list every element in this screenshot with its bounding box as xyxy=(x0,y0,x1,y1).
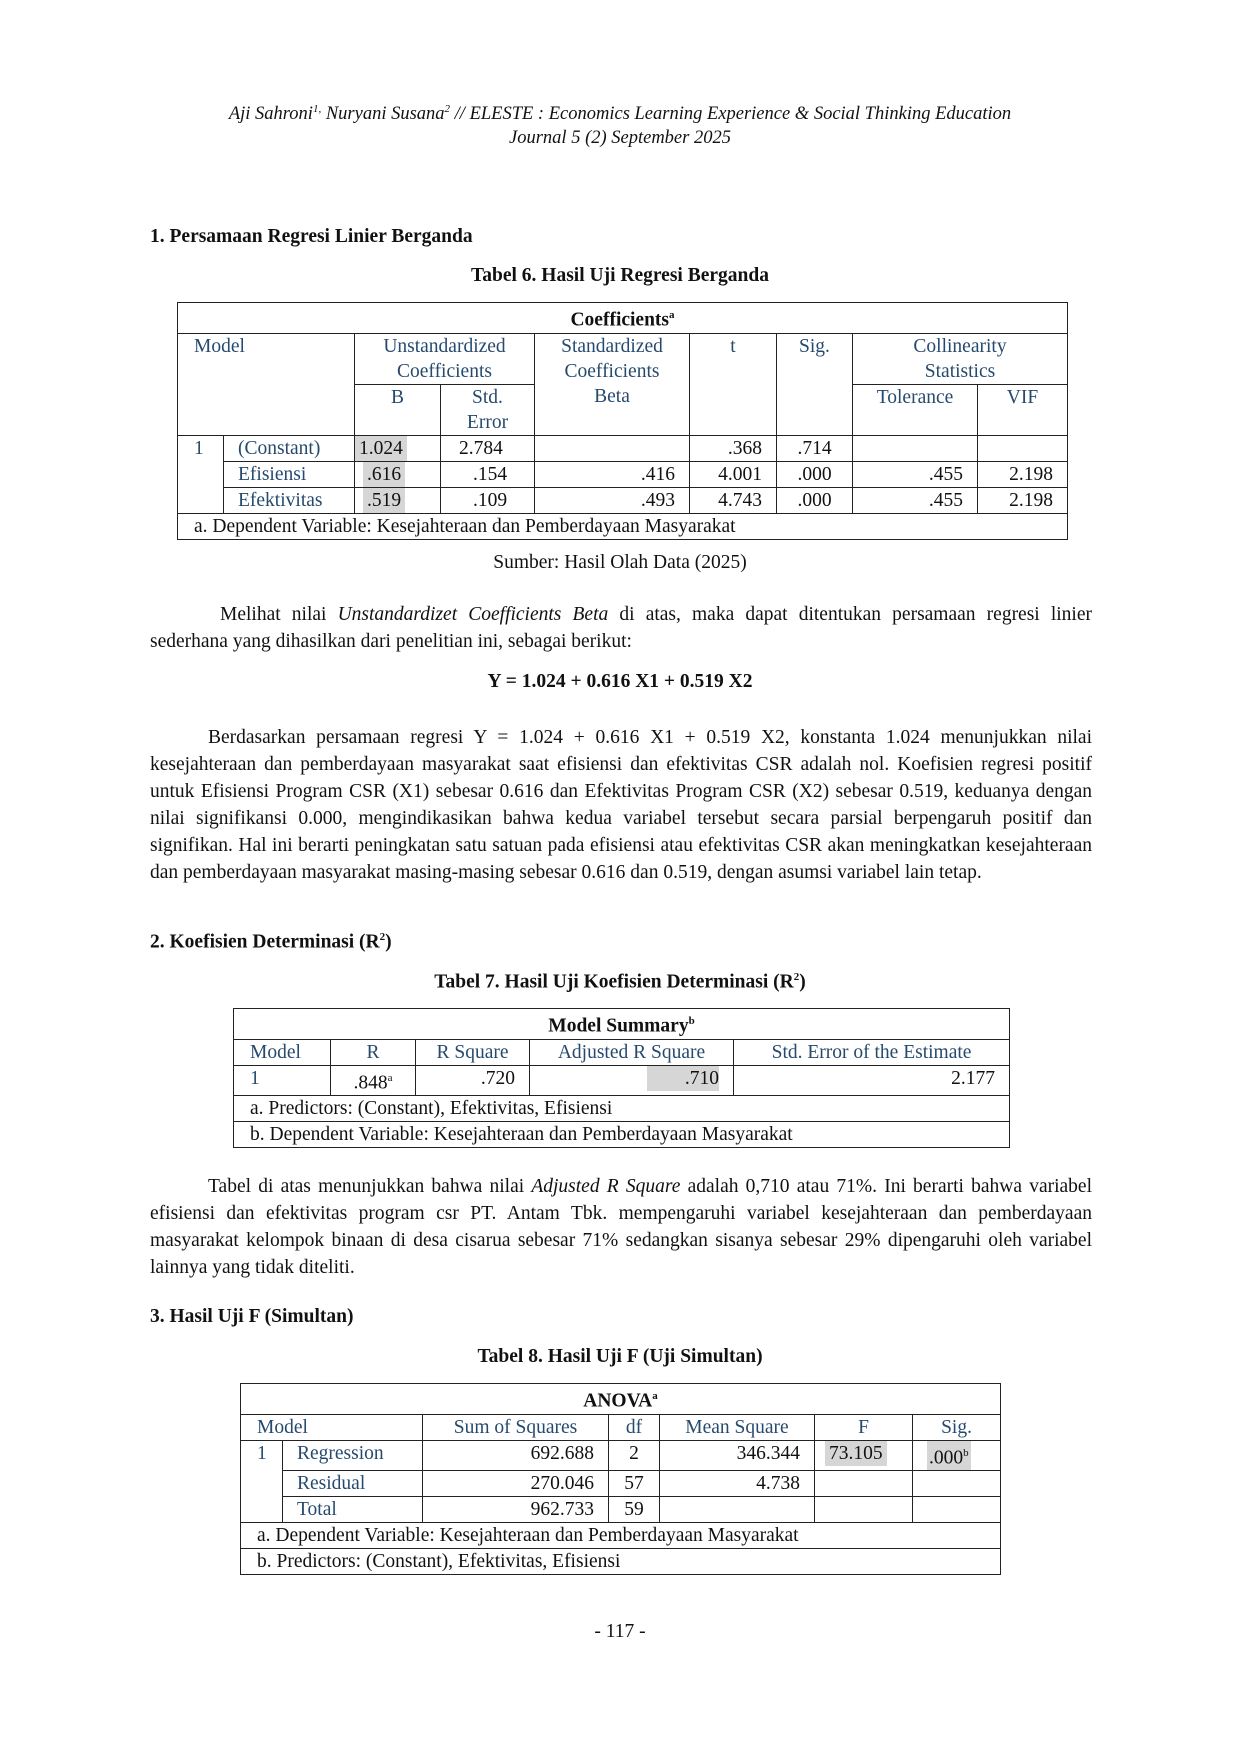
table-note-b: b. Predictors: (Constant), Efektivitas, Efisiensi xyxy=(241,1549,1001,1575)
row-label: Residual xyxy=(283,1471,423,1497)
header-row xyxy=(241,1414,1001,1440)
cell-b: 1.024 xyxy=(355,435,441,461)
cell-se: .109 xyxy=(441,487,535,513)
cell-r: .848$^a$ xyxy=(331,1065,416,1096)
header-line-1: Aji Sahroni$^{1,}$ Nuryani Susana$^2$ // ELESTE : Economics Learning Experience & Social Thinking Education xyxy=(228,103,1012,125)
header-sum-of-squares: Sum of Squares xyxy=(423,1414,609,1440)
table-note-row xyxy=(241,1523,1001,1549)
cell-df: 57 xyxy=(609,1471,660,1497)
cell-beta: .493 xyxy=(535,487,690,513)
row-label: Total xyxy=(283,1497,423,1523)
header-model: Model xyxy=(234,1039,331,1065)
header-r: R xyxy=(331,1039,416,1065)
cell-sig: .714 xyxy=(777,435,853,461)
header-model: Model xyxy=(241,1414,423,1440)
table-note-a: a. Dependent Variable: Kesejahteraan dan Pemberdayaan Masyarakat xyxy=(178,513,1068,539)
header-row-2 xyxy=(178,384,1068,435)
header-collinearity: Collinearity Statistics xyxy=(853,333,1068,384)
table-title: ANOVA$^a$ xyxy=(241,1384,1001,1415)
model-number: 1 xyxy=(178,435,224,513)
table-note-a: a. Dependent Variable: Kesejahteraan dan Pemberdayaan Masyarakat xyxy=(241,1523,1001,1549)
header-r-square: R Square xyxy=(416,1039,530,1065)
cell-b: .616 xyxy=(355,461,441,487)
header-std-error-estimate: Std. Error of the Estimate xyxy=(734,1039,1010,1065)
header-t: t xyxy=(690,333,777,384)
cell-sig xyxy=(913,1497,1001,1523)
table-row xyxy=(241,1471,1001,1497)
header-model-blank xyxy=(178,384,355,435)
cell-tolerance: .455 xyxy=(853,487,978,513)
cell-mean-square: 4.738 xyxy=(660,1471,815,1497)
cell-mean-square xyxy=(660,1497,815,1523)
table-6-source: Sumber: Hasil Olah Data (2025) xyxy=(493,552,747,573)
table-6-caption: Tabel 6. Hasil Uji Regresi Berganda xyxy=(471,265,769,286)
header-std-error: Std. Error xyxy=(441,384,535,435)
table-row xyxy=(178,487,1068,513)
header-t-blank xyxy=(690,384,777,435)
header-b: B xyxy=(355,384,441,435)
table-note-row xyxy=(234,1122,1010,1148)
header-tolerance: Tolerance xyxy=(853,384,978,435)
header-sig: Sig. xyxy=(913,1414,1001,1440)
cell-t: 4.001 xyxy=(690,461,777,487)
model-summary-table xyxy=(233,1008,1010,1148)
cell-sig: .000 xyxy=(777,487,853,513)
table-note-a: a. Predictors: (Constant), Efektivitas, Efisiensi xyxy=(234,1096,1010,1122)
header-sig: Sig. xyxy=(777,333,853,384)
cell-se: 2.784 xyxy=(441,435,535,461)
cell-f xyxy=(815,1497,913,1523)
anova-table xyxy=(240,1383,1001,1575)
cell-f: 73.105 xyxy=(815,1440,913,1471)
running-header xyxy=(150,97,1090,150)
table-row xyxy=(178,461,1068,487)
cell-se: .154 xyxy=(441,461,535,487)
table-row xyxy=(178,435,1068,461)
section-1-title: 1. Persamaan Regresi Linier Berganda xyxy=(150,226,473,247)
cell-vif xyxy=(978,435,1068,461)
header-row xyxy=(234,1039,1010,1065)
cell-vif: 2.198 xyxy=(978,487,1068,513)
cell-sum-of-squares: 692.688 xyxy=(423,1440,609,1471)
table-8-caption: Tabel 8. Hasil Uji F (Uji Simultan) xyxy=(477,1346,763,1367)
table-title: Coefficients$^a$ xyxy=(178,303,1068,334)
table-row xyxy=(241,1440,1001,1471)
header-mean-square: Mean Square xyxy=(660,1414,815,1440)
cell-df: 2 xyxy=(609,1440,660,1471)
cell-sum-of-squares: 962.733 xyxy=(423,1497,609,1523)
table-title: Model Summary$^b$ xyxy=(234,1009,1010,1040)
regression-equation: Y = 1.024 + 0.616 X1 + 0.519 X2 xyxy=(487,671,753,692)
row-label: Efektivitas xyxy=(224,487,355,513)
cell-std-error-estimate: 2.177 xyxy=(734,1065,1010,1096)
header-model: Model xyxy=(178,333,355,384)
cell-sig: .000 xyxy=(777,461,853,487)
section-2-title: 2. Koefisien Determinasi $(R^2)$ xyxy=(150,931,392,953)
cell-b: .519 xyxy=(355,487,441,513)
table-note-row xyxy=(178,513,1068,539)
row-label: (Constant) xyxy=(224,435,355,461)
paragraph-2: Berdasarkan persamaan regresi Y = 1.024 + 0.616 X1 + 0.519 X2, konstanta 1.024 menunjukkan nilai kesejahteraan dan pemberdayaan masyarakat saat efisiensi dan efektivitas CSR adalah nol. Koefisien regresi positif untuk Efisiensi Program CSR (X1) sebesar 0.616 dan Efektivitas Program CSR (X2) sebesar 0.519, keduanya dengan nilai signifikansi 0.000, mengindikasikan bahwa kedua variabel tersebut secara parsial berpengaruh positif dan signifikan. Hal ini berarti peningkatan satu satuan pada efisiensi atau efektivitas CSR akan meningkatkan kesejahteraan dan pemberdayaan masyarakat masing-masing sebesar 0.616 dan 0.519, dengan asumsi variabel lain tetap. xyxy=(150,727,1092,883)
table-note-b: b. Dependent Variable: Kesejahteraan dan Pemberdayaan Masyarakat xyxy=(234,1122,1010,1148)
cell-f xyxy=(815,1471,913,1497)
header-vif: VIF xyxy=(978,384,1068,435)
header-f: F xyxy=(815,1414,913,1440)
row-label: Efisiensi xyxy=(224,461,355,487)
cell-sum-of-squares: 270.046 xyxy=(423,1471,609,1497)
paragraph-1: Melihat nilai Unstandardizet Coefficients Beta di atas, maka dapat ditentukan persamaan regresi linier sederhana yang dihasilkan dari penelitian ini, sebagai berikut: xyxy=(150,604,1093,652)
table-title-row xyxy=(178,303,1068,334)
table-row xyxy=(241,1497,1001,1523)
table-note-row xyxy=(234,1096,1010,1122)
section-3-title: 3. Hasil Uji F (Simultan) xyxy=(150,1306,354,1327)
header-adjusted-r-square: Adjusted R Square xyxy=(530,1039,734,1065)
header-row-1 xyxy=(178,333,1068,384)
cell-beta: .416 xyxy=(535,461,690,487)
cell-sig: .000$^b$ xyxy=(913,1440,1001,1471)
cell-model: 1 xyxy=(234,1065,331,1096)
cell-t: 4.743 xyxy=(690,487,777,513)
cell-t: .368 xyxy=(690,435,777,461)
cell-vif: 2.198 xyxy=(978,461,1068,487)
coefficients-table xyxy=(177,302,1068,540)
cell-tolerance: .455 xyxy=(853,461,978,487)
cell-sig xyxy=(913,1471,1001,1497)
row-label: Regression xyxy=(283,1440,423,1471)
header-line-2: Journal 5 (2) September 2025 xyxy=(509,128,731,149)
paragraph-3: Tabel di atas menunjukkan bahwa nilai Adjusted R Square adalah 0,710 atau 71%. Ini berarti bahwa variabel efisiensi dan efektivitas program csr PT. Antam Tbk. mempengaruhi variabel kesejahteraan dan pemberdayaan masyarakat kelompok binaan di desa cisarua sebesar 71% sedangkan sisanya sebesar 29% dipengaruhi oleh variabel lainnya yang tidak diteliti. xyxy=(150,1176,1092,1278)
cell-beta xyxy=(535,435,690,461)
cell-df: 59 xyxy=(609,1497,660,1523)
table-title-row xyxy=(241,1384,1001,1415)
page-number: - 117 - xyxy=(594,1621,646,1642)
cell-mean-square: 346.344 xyxy=(660,1440,815,1471)
header-sig-blank xyxy=(777,384,853,435)
table-title-row xyxy=(234,1009,1010,1040)
table-row xyxy=(234,1065,1010,1096)
header-df: df xyxy=(609,1414,660,1440)
model-number: 1 xyxy=(241,1440,283,1523)
header-beta: Beta xyxy=(535,384,690,435)
cell-tolerance xyxy=(853,435,978,461)
table-7-caption: Tabel 7. Hasil Uji Koefisien Determinasi $(R^2)$ xyxy=(434,971,806,993)
header-unstandardized: Unstandardized Coefficients xyxy=(355,333,535,384)
cell-r-square: .720 xyxy=(416,1065,530,1096)
cell-adjusted-r-square: .710 xyxy=(530,1065,734,1096)
header-standardized: Standardized Coefficients xyxy=(535,333,690,384)
table-note-row xyxy=(241,1549,1001,1575)
